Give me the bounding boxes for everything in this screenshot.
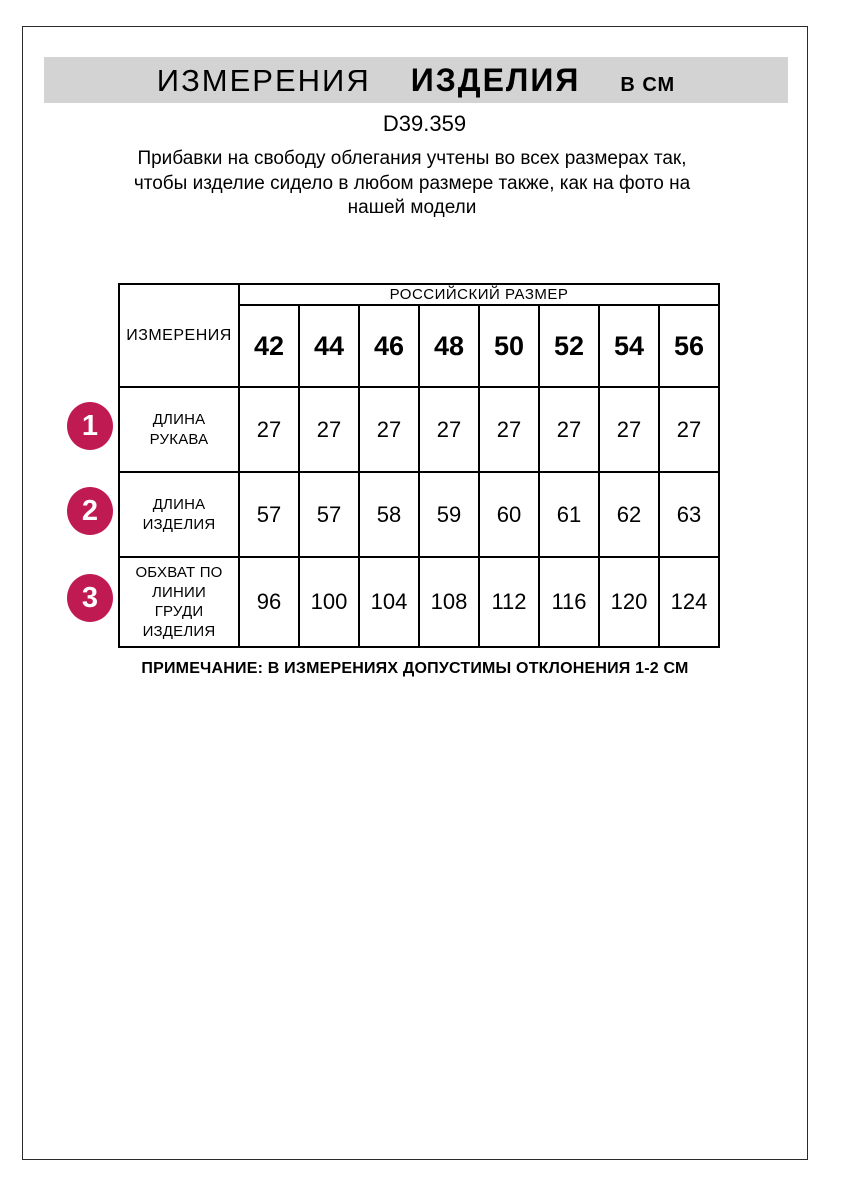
value-cell: 57 [239, 472, 299, 557]
table-row-sleeve-length [119, 387, 719, 472]
row-number-badge-3 [67, 574, 113, 622]
title-units: В СМ [620, 73, 676, 96]
title-bar [44, 57, 788, 103]
row-number-badge-1 [67, 402, 113, 450]
tolerance-note: ПРИМЕЧАНИЕ: В ИЗМЕРЕНИЯХ ДОПУСТИМЫ ОТКЛОНЕНИЯ 1-2 СМ [141, 660, 689, 677]
size-header-cell: 56 [659, 305, 719, 387]
value-cell: 124 [659, 557, 719, 647]
value-cell: 61 [539, 472, 599, 557]
size-header-cell: 52 [539, 305, 599, 387]
value-cell: 63 [659, 472, 719, 557]
table-row-chest-girth [119, 557, 719, 647]
value-cell: 112 [479, 557, 539, 647]
size-header-cell: 42 [239, 305, 299, 387]
size-header-cell: 54 [599, 305, 659, 387]
row-number: 1 [81, 409, 99, 442]
value-cell: 60 [479, 472, 539, 557]
value-cell: 27 [599, 387, 659, 472]
size-header-cell: 48 [419, 305, 479, 387]
value-cell: 108 [419, 557, 479, 647]
value-cell: 59 [419, 472, 479, 557]
value-cell: 104 [359, 557, 419, 647]
value-cell: 116 [539, 557, 599, 647]
row-label-cell: ОБХВАТ ПО ЛИНИИ ГРУДИ ИЗДЕЛИЯ [119, 557, 239, 647]
title-word-product: ИЗДЕЛИЯ [410, 61, 581, 98]
row-number: 2 [81, 494, 99, 527]
value-cell: 27 [239, 387, 299, 472]
row-label-cell: ДЛИНА ИЗДЕЛИЯ [119, 472, 239, 557]
size-header-cell: 44 [299, 305, 359, 387]
russian-size-header: РОССИЙСКИЙ РАЗМЕР [239, 284, 719, 305]
value-cell: 96 [239, 557, 299, 647]
page-title [157, 62, 675, 99]
value-cell: 27 [359, 387, 419, 472]
row-number-badge-2 [67, 487, 113, 535]
row-label-cell: ДЛИНА РУКАВА [119, 387, 239, 472]
size-table [118, 283, 720, 648]
value-cell: 27 [299, 387, 359, 472]
row-number: 3 [81, 581, 99, 614]
product-code: D39.359 [382, 111, 467, 136]
size-group-header-row [119, 284, 719, 305]
value-cell: 120 [599, 557, 659, 647]
fit-description: Прибавки на свободу облегания учтены во всех размерах так, чтобы изделие сидело в любом размере также, как на фото на нашей модели [133, 148, 691, 219]
title-word-measurements: ИЗМЕРЕНИЯ [156, 62, 371, 98]
size-header-cell: 46 [359, 305, 419, 387]
measurements-column-header: ИЗМЕРЕНИЯ [119, 284, 239, 387]
table-row-item-length [119, 472, 719, 557]
value-cell: 100 [299, 557, 359, 647]
value-cell: 27 [479, 387, 539, 472]
value-cell: 58 [359, 472, 419, 557]
value-cell: 57 [299, 472, 359, 557]
value-cell: 27 [659, 387, 719, 472]
value-cell: 27 [419, 387, 479, 472]
size-header-cell: 50 [479, 305, 539, 387]
value-cell: 62 [599, 472, 659, 557]
value-cell: 27 [539, 387, 599, 472]
